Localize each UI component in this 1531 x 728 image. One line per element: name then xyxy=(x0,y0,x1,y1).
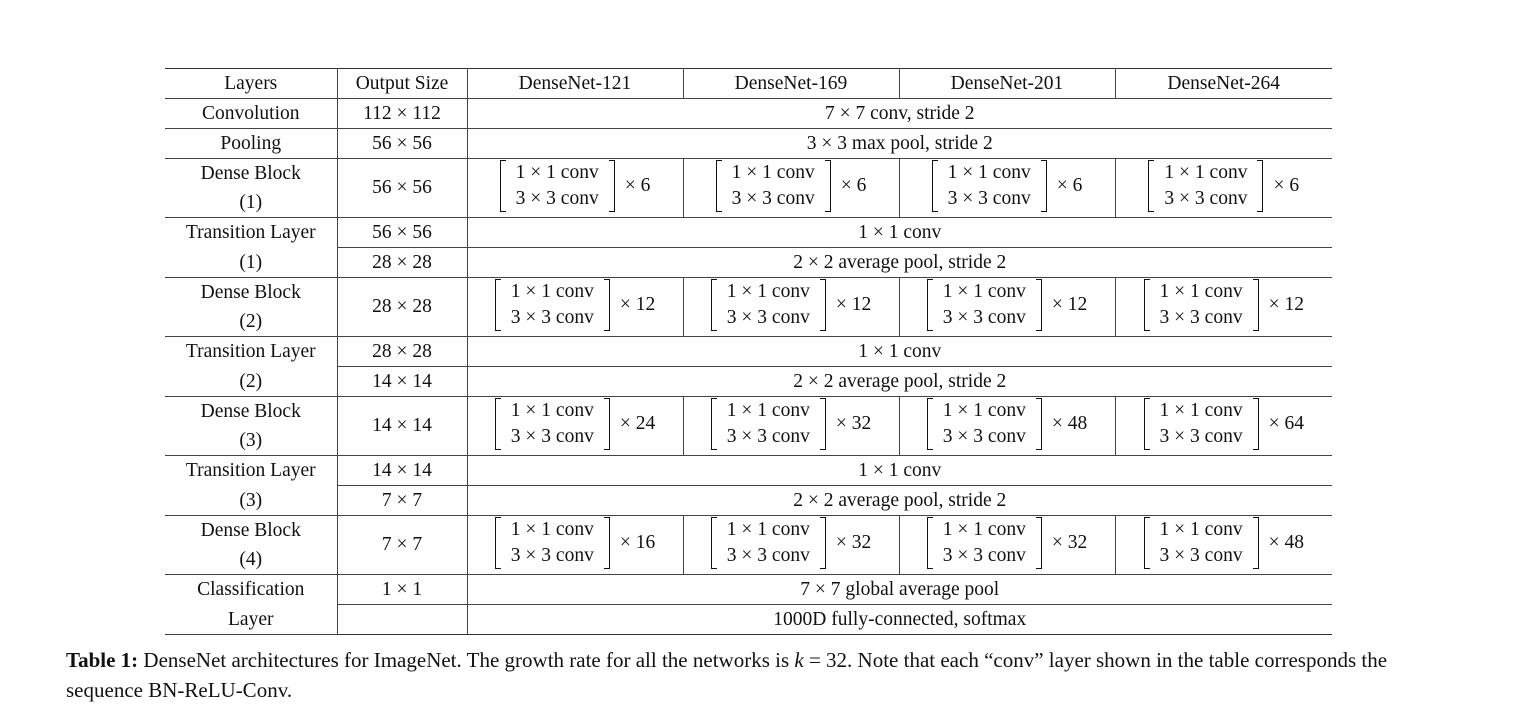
conv-bracket-group xyxy=(495,517,655,569)
layer-name: Layer xyxy=(165,605,337,635)
conv-op-1x1: 1 × 1 conv xyxy=(515,161,599,183)
layer-label-stack xyxy=(165,516,337,574)
conv-bracket-group xyxy=(500,160,651,212)
layer-spec: 1000D fully-connected, softmax xyxy=(467,605,1332,635)
conv-op-stack xyxy=(938,162,1041,210)
layer-spec: 1 × 1 conv xyxy=(467,456,1332,486)
conv-op-3x3: 3 × 3 conv xyxy=(1159,306,1243,328)
layer-name xyxy=(165,159,337,218)
conv-op-1x1: 1 × 1 conv xyxy=(947,161,1031,183)
conv-op-3x3: 3 × 3 conv xyxy=(510,544,594,566)
conv-bracket-group xyxy=(1144,517,1304,569)
output-size: 1 × 1 xyxy=(337,575,467,605)
output-size: 112 × 112 xyxy=(337,99,467,129)
transition-row xyxy=(165,248,1332,278)
conv-op-stack xyxy=(722,162,825,210)
output-size: 28 × 28 xyxy=(337,337,467,367)
header-row xyxy=(165,69,1332,99)
column-header: DenseNet-121 xyxy=(467,69,683,99)
column-header: Output Size xyxy=(337,69,467,99)
conv-op-3x3: 3 × 3 conv xyxy=(942,544,1026,566)
caption-text-2: . Note that each “conv” layer shown in the table corresponds the sequence BN-ReLU-Conv. xyxy=(66,648,1388,702)
conv-op-stack xyxy=(717,281,820,329)
dense-block-row xyxy=(165,159,1332,218)
caption-k-variable: k xyxy=(794,648,804,672)
block-multiplier: × 6 xyxy=(840,175,867,196)
conv-op-1x1: 1 × 1 conv xyxy=(942,518,1026,540)
conv-bracket-group xyxy=(927,279,1087,331)
dense-block-cell xyxy=(1115,159,1332,218)
conv-op-3x3: 3 × 3 conv xyxy=(726,544,810,566)
conv-op-3x3: 3 × 3 conv xyxy=(1159,425,1243,447)
output-size: 56 × 56 xyxy=(337,129,467,159)
conv-op-1x1: 1 × 1 conv xyxy=(731,161,815,183)
transition-row xyxy=(165,486,1332,516)
column-header: DenseNet-201 xyxy=(899,69,1115,99)
conv-op-stack xyxy=(1150,519,1253,567)
layer-name: Pooling xyxy=(165,129,337,159)
layer-name xyxy=(165,397,337,456)
layer-label-stack xyxy=(165,278,337,336)
block-multiplier: × 6 xyxy=(624,175,651,196)
caption-k-value: = 32 xyxy=(803,648,848,672)
dense-block-cell xyxy=(1115,397,1332,456)
conv-bracket-group xyxy=(927,398,1087,450)
dense-block-row xyxy=(165,278,1332,337)
conv-op-stack xyxy=(933,281,1036,329)
table-caption xyxy=(66,645,1466,705)
caption-text-1: DenseNet architectures for ImageNet. The growth rate for all the networks is xyxy=(138,648,795,672)
layer-name: Transition Layer xyxy=(165,337,337,367)
layer-spec: 7 × 7 conv, stride 2 xyxy=(467,99,1332,129)
conv-op-1x1: 1 × 1 conv xyxy=(1159,399,1243,421)
convolution-row xyxy=(165,99,1332,129)
conv-bracket-group xyxy=(495,279,655,331)
block-multiplier: × 12 xyxy=(1051,294,1088,315)
layer-name xyxy=(165,516,337,575)
dense-block-cell xyxy=(683,278,899,337)
layer-name: Dense Block xyxy=(200,400,301,422)
dense-block-cell xyxy=(1115,516,1332,575)
layer-spec: 2 × 2 average pool, stride 2 xyxy=(467,367,1332,397)
layer-name: Convolution xyxy=(165,99,337,129)
layer-spec: 2 × 2 average pool, stride 2 xyxy=(467,486,1332,516)
output-size: 28 × 28 xyxy=(337,248,467,278)
dense-block-cell xyxy=(683,516,899,575)
conv-op-1x1: 1 × 1 conv xyxy=(510,399,594,421)
conv-op-3x3: 3 × 3 conv xyxy=(510,306,594,328)
transition-row xyxy=(165,367,1332,397)
conv-op-1x1: 1 × 1 conv xyxy=(1164,161,1248,183)
layer-spec: 2 × 2 average pool, stride 2 xyxy=(467,248,1332,278)
conv-op-stack xyxy=(1150,281,1253,329)
block-multiplier: × 32 xyxy=(835,532,872,553)
layer-index: (1) xyxy=(239,191,263,213)
conv-bracket-group xyxy=(927,517,1087,569)
transition-row xyxy=(165,337,1332,367)
conv-op-stack xyxy=(501,519,604,567)
dense-block-cell xyxy=(683,397,899,456)
conv-bracket-group xyxy=(932,160,1083,212)
conv-op-1x1: 1 × 1 conv xyxy=(726,280,810,302)
classification-row xyxy=(165,575,1332,605)
layer-index: (2) xyxy=(239,310,263,332)
conv-bracket-group xyxy=(711,279,871,331)
conv-op-3x3: 3 × 3 conv xyxy=(1164,187,1248,209)
column-header: DenseNet-264 xyxy=(1115,69,1332,99)
layer-name: Dense Block xyxy=(200,519,301,541)
dense-block-cell xyxy=(899,516,1115,575)
layer-spec: 1 × 1 conv xyxy=(467,337,1332,367)
conv-op-3x3: 3 × 3 conv xyxy=(726,306,810,328)
dense-block-cell xyxy=(467,397,683,456)
block-multiplier: × 32 xyxy=(835,413,872,434)
layer-name: Dense Block xyxy=(200,162,301,184)
layer-name xyxy=(165,278,337,337)
conv-op-1x1: 1 × 1 conv xyxy=(726,399,810,421)
block-multiplier: × 12 xyxy=(1268,294,1304,315)
layer-name: Transition Layer xyxy=(165,456,337,486)
block-multiplier: × 16 xyxy=(619,532,656,553)
column-header: DenseNet-169 xyxy=(683,69,899,99)
output-size: 28 × 28 xyxy=(337,278,467,337)
dense-block-cell xyxy=(899,278,1115,337)
dense-block-cell xyxy=(467,278,683,337)
layer-spec: 7 × 7 global average pool xyxy=(467,575,1332,605)
output-size: 14 × 14 xyxy=(337,397,467,456)
conv-bracket-group xyxy=(711,517,871,569)
dense-block-row xyxy=(165,397,1332,456)
conv-bracket-group xyxy=(1144,398,1304,450)
layer-label-stack xyxy=(165,397,337,455)
conv-op-3x3: 3 × 3 conv xyxy=(947,187,1031,209)
output-size: 56 × 56 xyxy=(337,159,467,218)
dense-block-cell xyxy=(467,516,683,575)
block-multiplier: × 48 xyxy=(1051,413,1088,434)
conv-op-1x1: 1 × 1 conv xyxy=(510,280,594,302)
dense-block-cell xyxy=(683,159,899,218)
conv-op-3x3: 3 × 3 conv xyxy=(726,425,810,447)
conv-op-3x3: 3 × 3 conv xyxy=(515,187,599,209)
conv-op-stack xyxy=(506,162,609,210)
block-multiplier: × 48 xyxy=(1268,532,1304,553)
output-size: 7 × 7 xyxy=(337,516,467,575)
architecture-table xyxy=(165,68,1332,635)
output-size xyxy=(337,605,467,635)
layer-label-stack xyxy=(165,159,337,217)
conv-bracket-group xyxy=(711,398,871,450)
layer-index: (4) xyxy=(239,548,263,570)
pooling-row xyxy=(165,129,1332,159)
conv-op-3x3: 3 × 3 conv xyxy=(942,306,1026,328)
conv-op-stack xyxy=(717,519,820,567)
block-multiplier: × 12 xyxy=(619,294,656,315)
block-multiplier: × 6 xyxy=(1056,175,1083,196)
output-size: 56 × 56 xyxy=(337,218,467,248)
conv-op-stack xyxy=(717,400,820,448)
dense-block-cell xyxy=(899,159,1115,218)
block-multiplier: × 12 xyxy=(835,294,872,315)
dense-block-cell xyxy=(1115,278,1332,337)
output-size: 14 × 14 xyxy=(337,456,467,486)
layer-spec: 1 × 1 conv xyxy=(467,218,1332,248)
output-size: 14 × 14 xyxy=(337,367,467,397)
layer-name: Dense Block xyxy=(200,281,301,303)
conv-bracket-group xyxy=(495,398,655,450)
transition-row xyxy=(165,218,1332,248)
conv-op-3x3: 3 × 3 conv xyxy=(510,425,594,447)
caption-label: Table 1: xyxy=(66,648,139,672)
conv-bracket-group xyxy=(1144,279,1304,331)
dense-block-row xyxy=(165,516,1332,575)
output-size: 7 × 7 xyxy=(337,486,467,516)
dense-block-cell xyxy=(467,159,683,218)
conv-op-stack xyxy=(1150,400,1253,448)
conv-op-3x3: 3 × 3 conv xyxy=(942,425,1026,447)
classification-row xyxy=(165,605,1332,635)
conv-op-1x1: 1 × 1 conv xyxy=(942,399,1026,421)
transition-row xyxy=(165,456,1332,486)
conv-op-stack xyxy=(501,400,604,448)
layer-index: (3) xyxy=(239,429,263,451)
conv-op-1x1: 1 × 1 conv xyxy=(1159,280,1243,302)
conv-op-3x3: 3 × 3 conv xyxy=(1159,544,1243,566)
layer-name: Classification xyxy=(165,575,337,605)
layer-index: (1) xyxy=(165,248,337,278)
layer-spec: 3 × 3 max pool, stride 2 xyxy=(467,129,1332,159)
conv-op-stack xyxy=(933,519,1036,567)
conv-op-1x1: 1 × 1 conv xyxy=(942,280,1026,302)
layer-name: Transition Layer xyxy=(165,218,337,248)
conv-bracket-group xyxy=(716,160,867,212)
block-multiplier: × 24 xyxy=(619,413,656,434)
block-multiplier: × 64 xyxy=(1268,413,1304,434)
conv-op-3x3: 3 × 3 conv xyxy=(731,187,815,209)
layer-index: (2) xyxy=(165,367,337,397)
conv-op-stack xyxy=(1154,162,1257,210)
conv-op-1x1: 1 × 1 conv xyxy=(510,518,594,540)
conv-op-stack xyxy=(501,281,604,329)
layer-index: (3) xyxy=(165,486,337,516)
conv-op-stack xyxy=(933,400,1036,448)
block-multiplier: × 32 xyxy=(1051,532,1088,553)
conv-bracket-group xyxy=(1148,160,1299,212)
column-header: Layers xyxy=(165,69,337,99)
dense-block-cell xyxy=(899,397,1115,456)
conv-op-1x1: 1 × 1 conv xyxy=(1159,518,1243,540)
block-multiplier: × 6 xyxy=(1273,175,1300,196)
conv-op-1x1: 1 × 1 conv xyxy=(726,518,810,540)
